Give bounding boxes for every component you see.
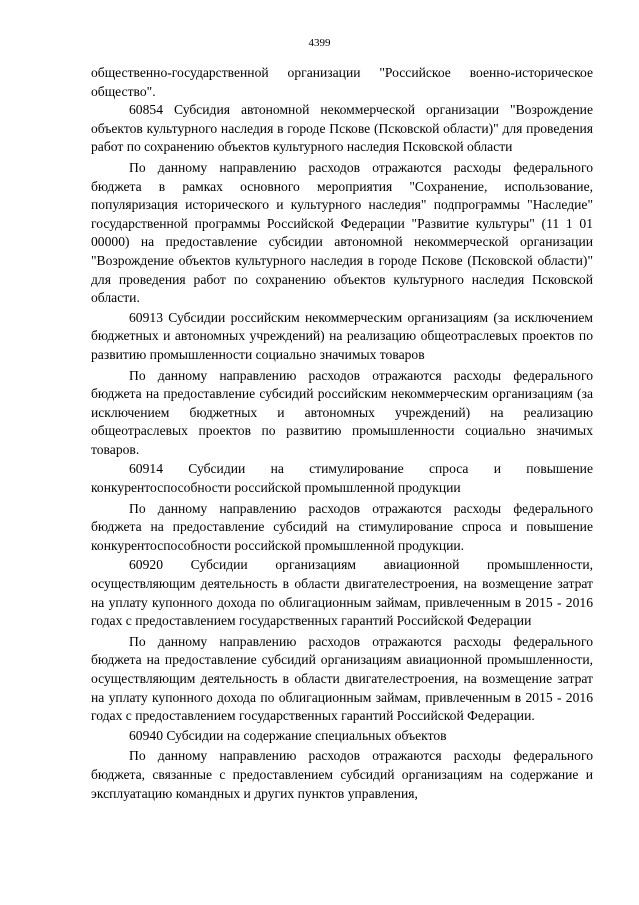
- paragraph-body-60940: По данному направлению расходов отражаются расходы федерального бюджета, связанные с предоставлением субсидий организациям на содержание и эксплуатацию командных и других пунктов управления,: [91, 748, 593, 801]
- paragraph-body-60914: По данному направлению расходов отражаются расходы федерального бюджета на предоставление субсидий на стимулирование спроса и повышение конкурентоспособности российской промышленной продукции.: [91, 500, 593, 553]
- paragraph-continuation: общественно-государственной организации "Российское военно-историческое общество".: [91, 65, 593, 99]
- paragraph-heading-60854: 60854 Субсидия автономной некоммерческой организации "Возрождение объектов культурного наследия в городе Пскове (Псковской области)" для проведения работ по сохранению объектов культурного наследия Псковской области: [91, 102, 593, 155]
- paragraph-heading-60914: 60914 Субсидии на стимулирование спроса и повышение конкурентоспособности российской промышленной продукции: [91, 461, 593, 496]
- page-number: 4399: [308, 37, 331, 49]
- paragraph-body-60854: По данному направлению расходов отражаются расходы федерального бюджета в рамках основного мероприятия "Сохранение, использование, популяризация исторического и культурного наследия" подпрограммы "Наследие" государственной программы Российской Федерации "Развитие культуры" (11 1 01 00000) на предоставление субсидии автономной некоммерческой организации "Возрождение объектов культурного наследия в городе Пскове (Псковской области)" для проведения работ по сохранению объектов культурного наследия Псковской области.: [91, 159, 593, 306]
- paragraph-body-60913: По данному направлению расходов отражаются расходы федерального бюджета на предоставление субсидий российским некоммерческим организациям (за исключением бюджетных и автономных учреждений) на реализацию общеотраслевых проектов по развитию промышленности социально значимых товаров.: [91, 367, 593, 457]
- paragraph-body-60920: По данному направлению расходов отражаются расходы федерального бюджета на предоставление субсидий организациям авиационной промышленности, осуществляющим деятельность в области двигателестроения, на возмещение затрат на уплату купонного дохода по облигационным займам, привлеченным в 2015 - 2016 годах с предоставлением государственных гарантий Российской Федерации.: [91, 633, 593, 724]
- document-body: [91, 64, 593, 804]
- paragraph-heading-60920: 60920 Субсидии организациям авиационной промышленности, осуществляющим деятельность в области двигателестроения, на возмещение затрат на уплату купонного дохода по облигационным займам, привлеченным в 2015 - 2016 годах с предоставлением государственных гарантий Российской Федерации: [91, 557, 593, 629]
- paragraph-heading-60913: 60913 Субсидии российским некоммерческим организациям (за исключением бюджетных и автономных учреждений) на реализацию общеотраслевых проектов по развитию промышленности социально значимых товаров: [91, 309, 593, 362]
- paragraph-heading-60940: 60940 Субсидии на содержание специальных объектов: [129, 727, 447, 743]
